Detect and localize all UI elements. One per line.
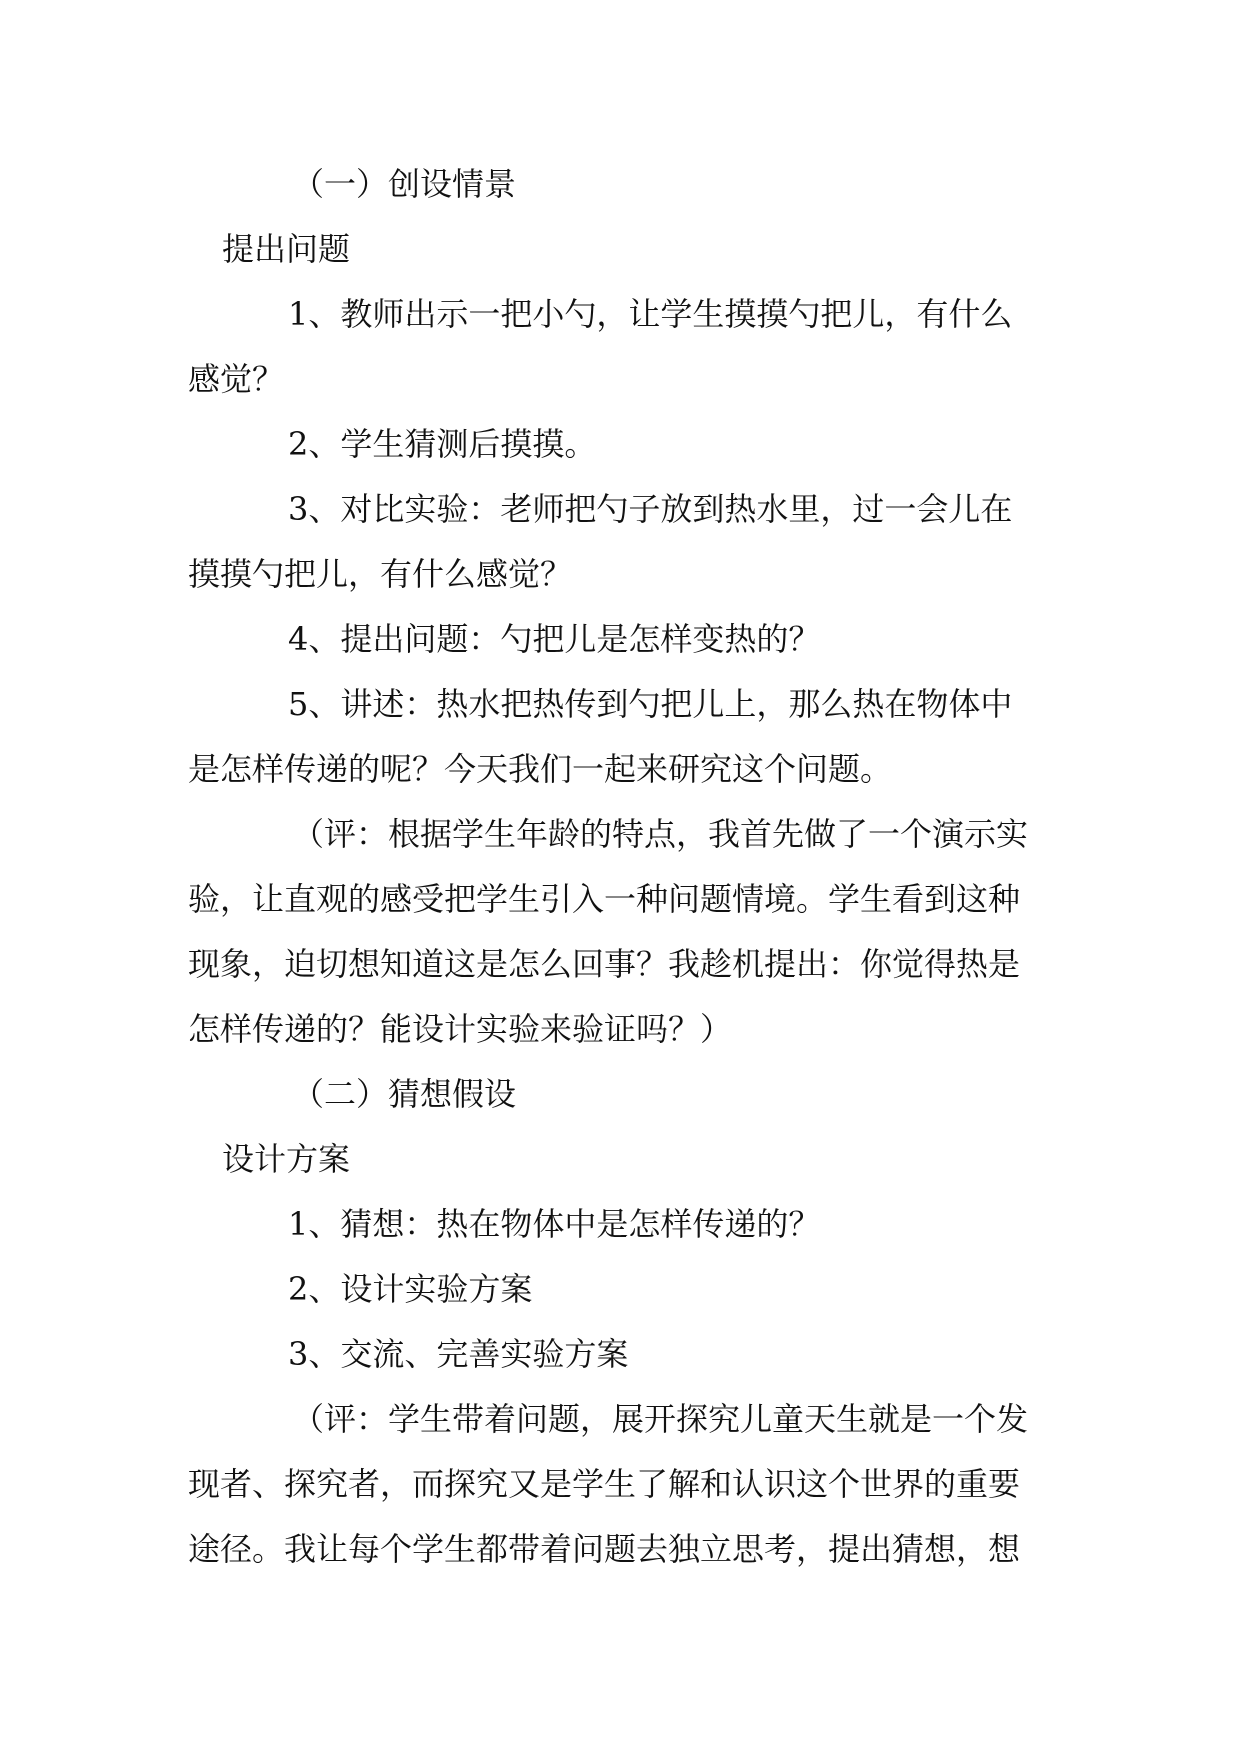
list-item-2: 2、学生猜测后摸摸。 — [288, 425, 597, 463]
comment-paragraph-1-line-4: 怎样传递的？能设计实验来验证吗？） — [188, 1010, 733, 1048]
list-item-6: 1、猜想：热在物体中是怎样传递的？ — [288, 1205, 821, 1243]
subheading-2: 设计方案 — [222, 1140, 351, 1178]
comment-paragraph-2-line-2: 现者、探究者，而探究又是学生了解和认识这个世界的重要 — [188, 1465, 1021, 1503]
list-item-3-cont: 摸摸勺把儿，有什么感觉？ — [188, 555, 573, 593]
comment-paragraph-2-line-3: 途径。我让每个学生都带着问题去独立思考，提出猜想，想 — [188, 1530, 1021, 1568]
comment-paragraph-1-line-2: 验，让直观的感受把学生引入一种问题情境。学生看到这种 — [188, 880, 1021, 918]
list-item-5-cont: 是怎样传递的呢？今天我们一起来研究这个问题。 — [188, 750, 893, 788]
comment-paragraph-2: （评：学生带着问题，展开探究儿童天生就是一个发 — [292, 1400, 1029, 1438]
list-item-4: 4、提出问题：勺把儿是怎样变热的？ — [288, 620, 821, 658]
list-item-1: 1、教师出示一把小勺，让学生摸摸勺把儿，有什么 — [288, 295, 1013, 333]
list-item-5: 5、讲述：热水把热传到勺把儿上，那么热在物体中 — [288, 685, 1013, 723]
comment-paragraph-1-line-3: 现象，迫切想知道这是怎么回事？我趁机提出：你觉得热是 — [188, 945, 1021, 983]
comment-paragraph-1: （评：根据学生年龄的特点，我首先做了一个演示实 — [292, 815, 1029, 853]
document-body — [188, 152, 1058, 1582]
list-item-3: 3、对比实验：老师把勺子放到热水里，过一会儿在 — [288, 490, 1013, 528]
list-item-7: 2、设计实验方案 — [288, 1270, 533, 1308]
list-item-8: 3、交流、完善实验方案 — [288, 1335, 629, 1373]
section-heading-1: （一）创设情景 — [292, 165, 517, 203]
subheading-1: 提出问题 — [222, 230, 351, 268]
list-item-1-cont: 感觉？ — [188, 360, 285, 398]
section-heading-2: （二）猜想假设 — [292, 1075, 517, 1113]
